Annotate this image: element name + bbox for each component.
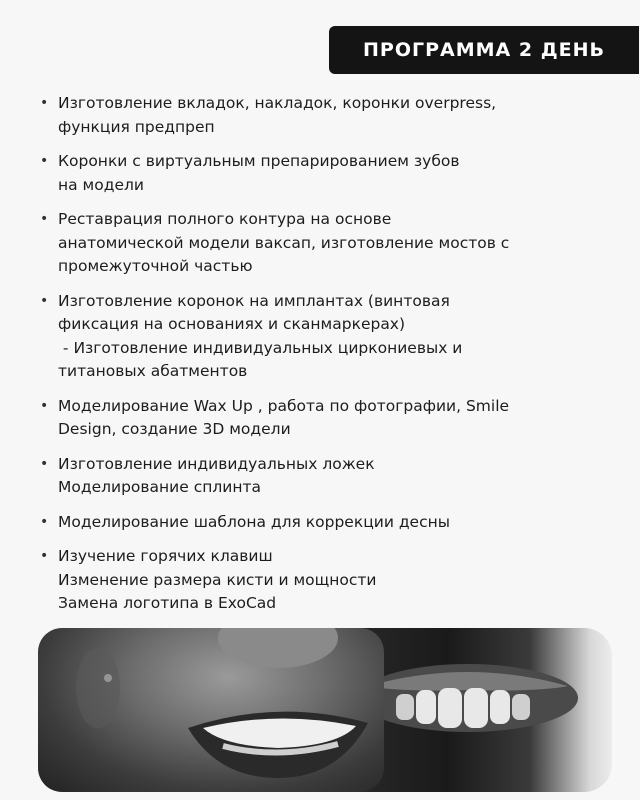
list-item: [40, 453, 620, 500]
list-item-line: Моделирование сплинта: [58, 478, 262, 496]
list-item-line: фиксация на основаниях и сканмаркерах): [58, 315, 406, 333]
bullet-icon: •: [40, 513, 49, 530]
list-item: [40, 150, 620, 197]
list-item-line: анатомической модели вакcап, изготовление мостов с: [58, 233, 510, 252]
list-item: [40, 511, 620, 535]
list-item: [40, 545, 620, 616]
page-title-badge: [329, 26, 639, 74]
bullet-icon: •: [40, 211, 49, 227]
list-item-line: Моделирование шаблона для коррекции десны: [58, 512, 450, 531]
bullet-icon: •: [40, 455, 49, 472]
list-item-line: Design, создание 3D модели: [58, 420, 291, 438]
list-item: [40, 290, 620, 384]
bullet-icon: •: [40, 548, 49, 564]
list-item-line: Изучение горячих клавиш: [58, 547, 273, 565]
list-item-line: Замена логотипа в ExoCad: [58, 594, 277, 612]
bullet-icon: •: [40, 95, 49, 111]
bullet-icon: •: [40, 153, 49, 169]
list-item-line: Коронки с виртуальным препарированием зубов: [58, 152, 460, 170]
list-item-line: на модели: [58, 175, 144, 194]
photo-strip: [38, 628, 612, 792]
list-item: [40, 92, 620, 139]
bullet-icon: •: [40, 397, 49, 414]
list-item-line: Моделирование Wax Up , работа по фотографии, Smile: [58, 396, 510, 415]
page-title: ПРОГРАММА 2 ДЕНЬ: [363, 39, 605, 61]
list-item: [40, 208, 620, 279]
list-item-line: Изготовление коронок на имплантах (винтовая: [58, 291, 450, 310]
list-item-line: Изготовление вкладок, накладок, коронки overpress,: [58, 94, 497, 112]
list-item-line: - Изготовление индивидуальных циркониевых и: [58, 338, 463, 357]
list-item-line: функция предпреп: [58, 117, 215, 136]
smile-photo: [38, 628, 384, 792]
list-item-line: Изменение размера кисти и мощности: [58, 570, 377, 589]
smile-illustration: [38, 628, 384, 792]
program-list: [40, 92, 620, 627]
list-item: [40, 395, 620, 442]
list-item-line: титановых абатментов: [58, 362, 248, 380]
bullet-icon: •: [40, 292, 49, 309]
list-item-line: Реставрация полного контура на основе: [58, 210, 392, 228]
list-item-line: Изготовление индивидуальных ложек: [58, 454, 375, 473]
list-item-line: промежуточной частью: [58, 257, 253, 275]
